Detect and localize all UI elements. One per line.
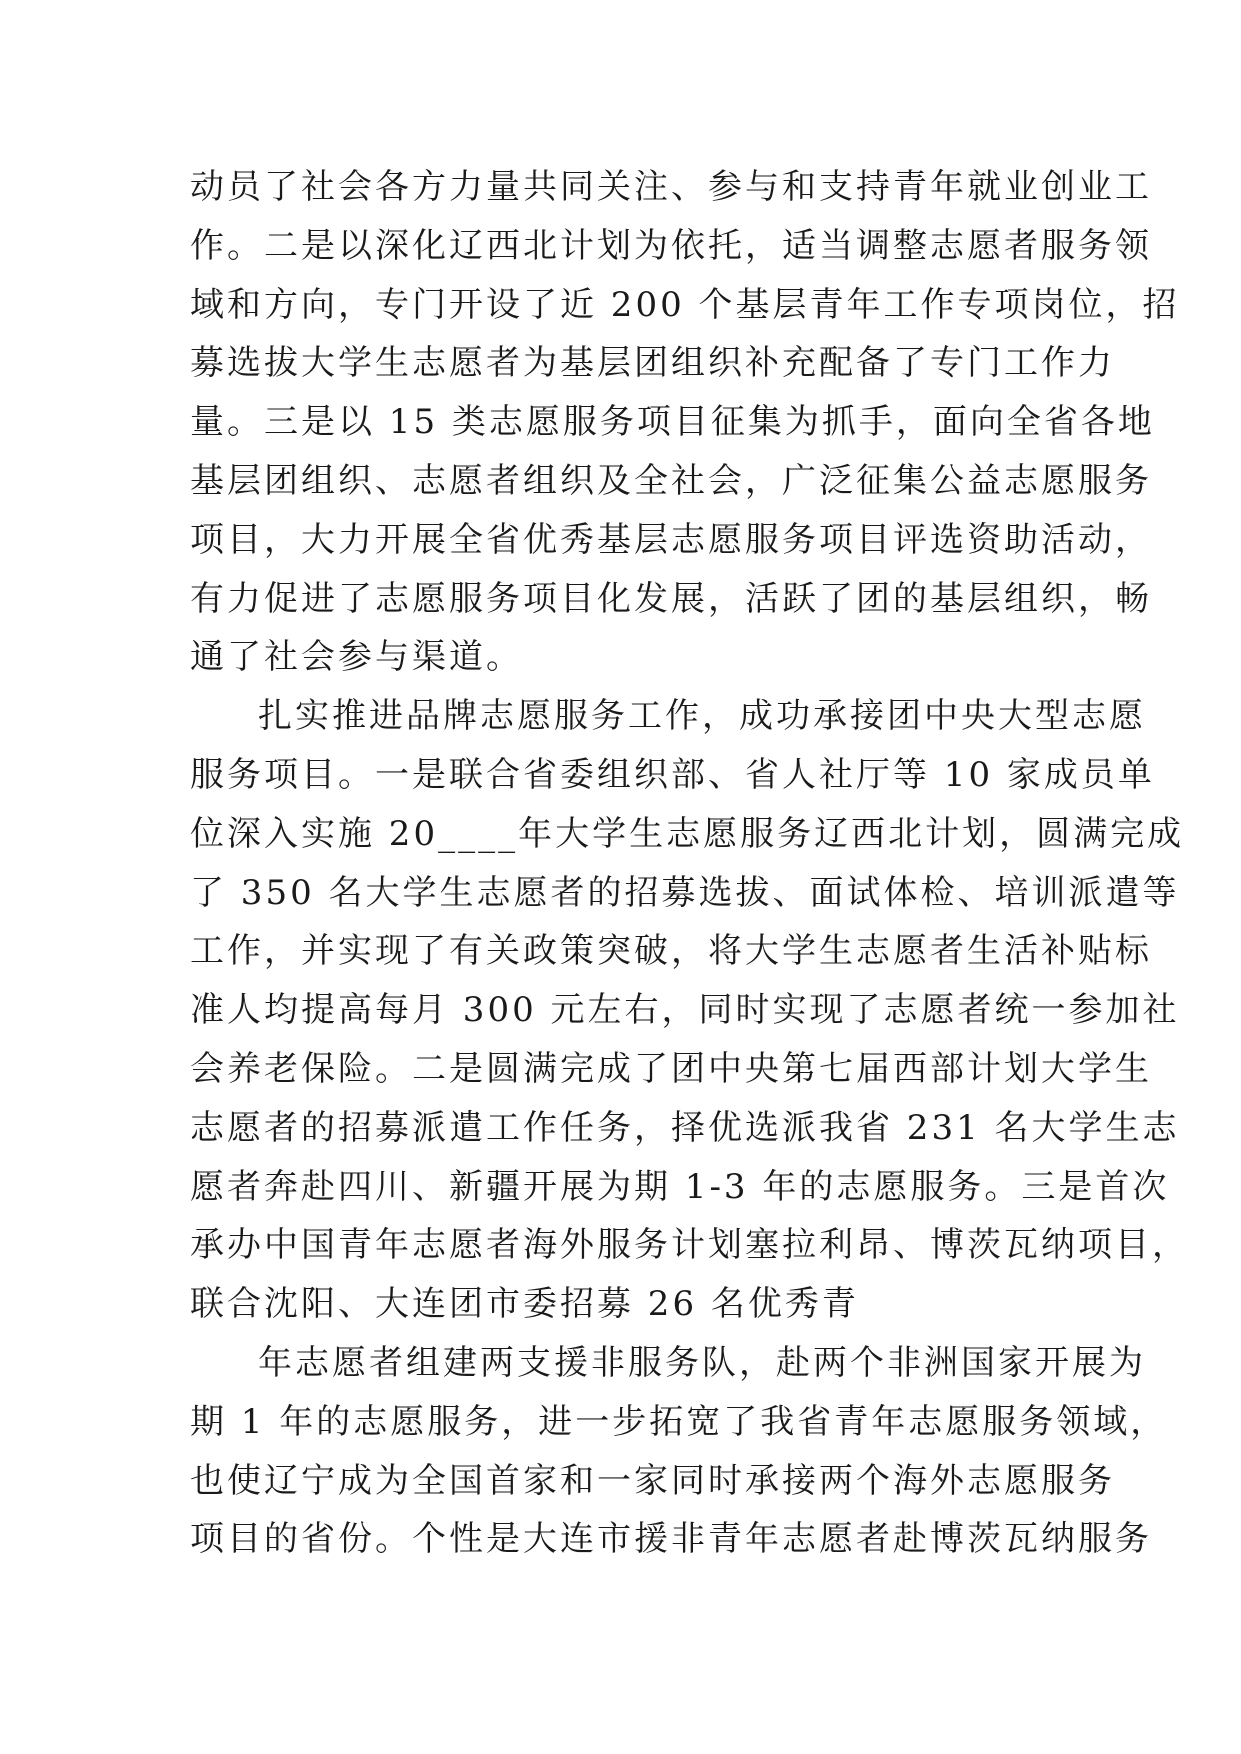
- text-line: 了 350 名大学生志愿者的招募选拔、面试体检、培训派遣等: [190, 872, 1180, 913]
- text-line: 志愿者的招募派遣工作任务，择优选派我省 231 名大学生志: [190, 1107, 1180, 1148]
- document-body: [190, 158, 1189, 1569]
- text-line: 动员了社会各方力量共同关注、参与和支持青年就业创业工: [190, 167, 1152, 207]
- text-line: 募选拔大学生志愿者为基层团组织补充配备了专门工作力: [190, 343, 1115, 384]
- text-line: 项目的省份。个性是大连市援非青年志愿者赴博茨瓦纳服务: [190, 1519, 1152, 1560]
- text-line: 期 1 年的志愿服务，进一步拓宽了我省青年志愿服务领域，: [190, 1401, 1168, 1442]
- text-line: 工作，并实现了有关政策突破，将大学生志愿者生活补贴标: [190, 931, 1152, 972]
- text-line: 联合沈阳、大连团市委招募 26 名优秀青: [190, 1284, 859, 1325]
- text-line: 服务项目。一是联合省委组织部、省人社厅等 10 家成员单: [190, 754, 1155, 795]
- text-line-indented: 年志愿者组建两支援非服务队，赴两个非洲国家开展为: [258, 1342, 1146, 1383]
- text-line: 会养老保险。二是圆满完成了团中央第七届西部计划大学生: [190, 1048, 1152, 1089]
- paragraph-2: [190, 687, 1189, 1334]
- paragraph-3: [190, 1334, 1168, 1569]
- text-line: 有力促进了志愿服务项目化发展，活跃了团的基层组织，畅: [190, 578, 1152, 619]
- text-line: 通了社会参与渠道。: [190, 637, 523, 678]
- text-line: 基层团组织、志愿者组织及全社会，广泛征集公益志愿服务: [190, 460, 1152, 501]
- text-line: 作。二是以深化辽西北计划为依托，适当调整志愿者服务领: [190, 225, 1152, 266]
- text-line: 项目，大力开展全省优秀基层志愿服务项目评选资助活动，: [190, 519, 1152, 560]
- paragraph-1: [190, 158, 1180, 687]
- text-line: 域和方向，专门开设了近 200 个基层青年工作专项岗位，招: [190, 284, 1180, 325]
- text-line: 准人均提高每月 300 元左右，同时实现了志愿者统一参加社: [190, 990, 1180, 1031]
- text-line: 承办中国青年志愿者海外服务计划塞拉利昂、博茨瓦纳项目，: [190, 1225, 1189, 1266]
- text-line-indented: 扎实推进品牌志愿服务工作，成功承接团中央大型志愿: [258, 696, 1146, 737]
- text-line: 也使辽宁成为全国首家和一家同时承接两个海外志愿服务: [190, 1460, 1115, 1501]
- text-line: 位深入实施 20____年大学生志愿服务辽西北计划，圆满完成: [190, 813, 1185, 854]
- text-line: 量。三是以 15 类志愿服务项目征集为抓手，面向全省各地: [190, 402, 1155, 443]
- text-line: 愿者奔赴四川、新疆开展为期 1-3 年的志愿服务。三是首次: [190, 1166, 1170, 1207]
